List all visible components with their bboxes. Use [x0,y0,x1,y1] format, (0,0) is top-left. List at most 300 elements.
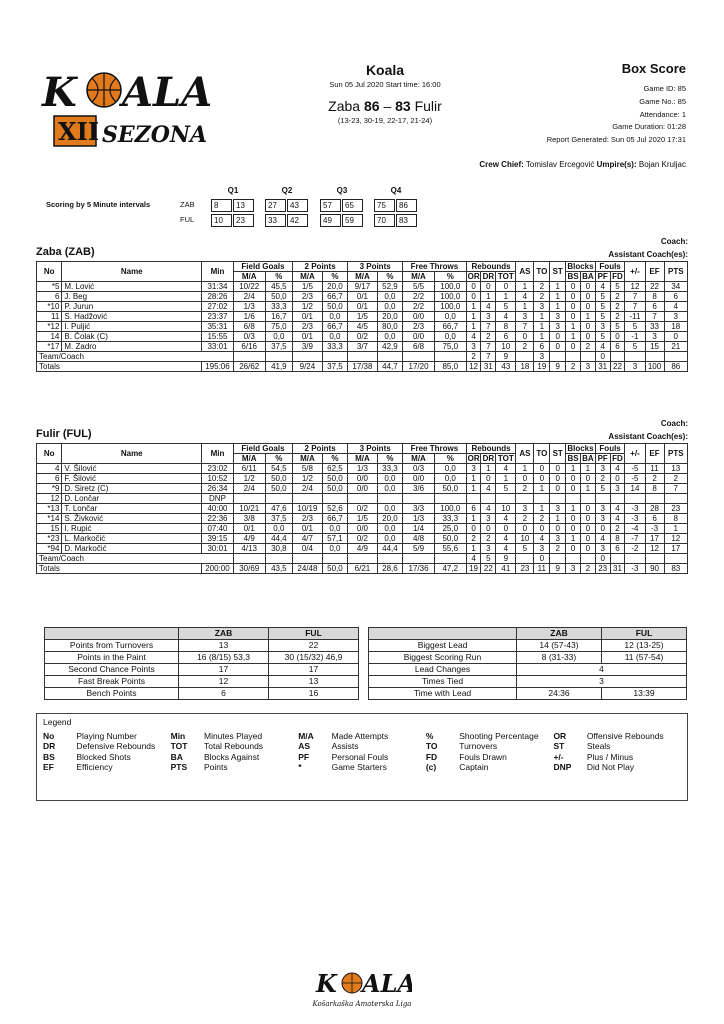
player-cell: 3 [466,463,481,473]
player-cell: 0 [550,331,566,341]
col-blocks: Blocks [567,261,594,271]
player-cell: 3 [534,543,550,553]
player-cell: 1 [516,463,534,473]
player-name: M. Zadro [62,341,202,351]
player-cell: 1/2 [293,473,323,483]
coach-label: Coach: [660,419,688,428]
player-cell: 1 [566,331,581,341]
col-pct: % [265,271,293,281]
player-name: V. Šilović [62,463,202,473]
legend-key: FD [425,751,438,762]
player-name: P. Jurun [62,301,202,311]
player-cell: 1 [466,513,481,523]
player-cell: 33,3 [265,301,293,311]
player-cell: 1 [534,321,550,331]
totals-cell: 28,6 [377,563,402,573]
player-cell: 21 [664,341,687,351]
interval-score: 49 [320,214,341,227]
quarter-header: Q1 [227,186,239,195]
player-cell: 23:02 [202,463,234,473]
player-cell [566,493,581,503]
col-rebounds: Rebounds [466,261,516,271]
totals-row [37,563,688,573]
legend-key: TO [425,741,438,752]
legend-key: No [43,730,55,741]
stats-value: 17 [269,664,359,676]
player-name: D. Lončar [62,493,202,503]
player-cell: 0 [550,463,566,473]
player-cell: 0/2 [348,503,378,513]
stats-header [369,628,517,640]
col-2-points: 2 Points [293,261,348,271]
player-row [37,311,688,321]
attendance: Attendance: 1 [639,109,686,119]
logo-letter-k: K [42,69,77,116]
team-or: 2 [466,351,481,361]
stats-row [369,664,687,676]
team-to: 3 [534,351,550,361]
col-no: No [37,443,62,463]
player-cell: 2/4 [233,291,265,301]
totals-cell: 86 [664,361,687,371]
totals-cell: 31 [481,361,496,371]
player-cell: 4 [37,463,62,473]
footer-word-ala: ALA [362,969,412,998]
player-cell: 2 [550,543,566,553]
player-cell: 4/13 [233,543,265,553]
player-cell: 2 [664,473,687,483]
player-cell: 4/9 [348,543,378,553]
player-cell: 1 [534,503,550,513]
stats-value: 13:39 [602,688,687,700]
player-cell [293,493,323,503]
koala-logo-graphic [40,64,220,164]
player-cell: 0 [566,483,581,493]
legend-desc: Shooting Percentage [459,730,539,741]
player-name: B. Čolak (C) [62,331,202,341]
player-cell [496,493,516,503]
player-cell: 12 [645,543,664,553]
player-row [37,533,688,543]
stats-row [45,688,359,700]
player-cell: 2 [610,311,625,321]
player-cell: 57,1 [322,533,347,543]
stats-label: Times Tied [369,676,517,688]
player-cell: 100,0 [434,301,466,311]
team-comparison [44,627,687,700]
player-cell: 0,0 [377,533,402,543]
player-cell: 2 [610,291,625,301]
team-stats-right [368,627,687,700]
player-cell: 0,0 [377,473,402,483]
legend-key: EF [43,762,54,773]
player-cell: 4 [610,513,625,523]
player-cell: 6 [610,543,625,553]
player-cell: 4/9 [233,533,265,543]
stats-header [45,628,179,640]
legend-desc: Personal Fouls [331,751,389,762]
player-cell: 33,3 [377,463,402,473]
interval-score: 43 [287,199,308,212]
player-cell: 2 [466,533,481,543]
player-cell: 0 [566,513,581,523]
player-cell: 5 [610,321,625,331]
totals-cell: 24/48 [293,563,323,573]
totals-cell: 26/62 [233,361,265,371]
game-duration: Game Duration: 01:28 [612,122,686,132]
totals-label: Totals [37,563,202,573]
player-name: J. Beg [62,291,202,301]
player-cell: 50,0 [434,533,466,543]
player-cell: 4/7 [293,533,323,543]
player-name: D. Markočić [62,543,202,553]
player-cell: 5/9 [403,543,435,553]
player-cell [534,493,550,503]
player-row [37,473,688,483]
player-cell: 4 [496,513,516,523]
player-cell: 5 [625,341,645,351]
player-cell: 5/5 [403,281,435,291]
legend-desc: Minutes Played [203,730,263,741]
stats-value: 3 [517,676,687,688]
interval-team-ful: FUL [180,215,195,224]
officials-line: Crew Chief: Tomislav Ercegović Umpire(s): Bojan Kruljac [479,160,686,169]
player-cell: 20,0 [322,281,347,291]
player-cell: 17 [645,533,664,543]
player-cell: 0 [566,543,581,553]
interval-score: 70 [374,214,395,227]
player-name: S. Hadžović [62,311,202,321]
col-bs: BS [567,271,579,281]
player-cell: 2/3 [403,321,435,331]
player-cell: 2 [610,523,625,533]
totals-cell: -3 [625,563,645,573]
col-fd: FD [610,453,625,463]
player-cell: 0 [580,503,595,513]
player-cell: 42,9 [377,341,402,351]
totals-cell: 6/21 [348,563,378,573]
player-cell: 0,0 [265,331,293,341]
totals-cell: 90 [645,563,664,573]
legend-row [43,731,681,742]
player-cell: 6 [37,473,62,483]
stats-value: 17 [179,664,269,676]
player-cell: 1 [580,463,595,473]
player-cell: 0,0 [322,331,347,341]
stats-value: 4 [517,664,687,676]
team-title: Zaba (ZAB) [36,246,95,259]
team-dr: 7 [481,351,496,361]
legend-key: (c) [425,762,437,773]
player-cell: 4 [481,483,496,493]
player-row [37,483,688,493]
interval-score: 27 [265,199,286,212]
player-cell: 2/3 [293,513,323,523]
legend-key: TOT [170,741,188,752]
player-cell: *23 [37,533,62,543]
player-cell: 7 [664,483,687,493]
interval-score: 75 [374,199,395,212]
player-cell: 0 [566,281,581,291]
player-cell: 22:36 [202,513,234,523]
player-cell: 0 [534,463,550,473]
footer-letter-k: K [316,969,337,998]
col-ma: M/A [403,453,435,463]
player-cell: 2 [580,341,595,351]
stats-row [369,652,687,664]
player-cell: 2 [534,291,550,301]
player-cell: -5 [625,463,645,473]
player-cell: 4 [595,533,610,543]
player-cell: 5 [610,281,625,291]
totals-cell: 44,7 [377,361,402,371]
stats-row [45,652,359,664]
totals-cell: 17/38 [348,361,378,371]
team-coach-row [37,553,688,563]
stats-value: 13 [179,640,269,652]
player-stats-table [36,443,688,574]
player-cell: 1/3 [233,301,265,311]
player-name: M. Lović [62,281,202,291]
player-cell: 1 [534,483,550,493]
player-cell: 3 [466,341,481,351]
period-scores: (13-23, 30-19, 22-17, 21-24) [337,115,433,125]
totals-cell: 18 [516,361,534,371]
quarter-header: Q4 [390,186,402,195]
team-dr: 5 [481,553,496,563]
player-cell: 4 [610,503,625,513]
player-cell: *5 [37,281,62,291]
player-cell: 0/3 [233,331,265,341]
player-cell: 31:34 [202,281,234,291]
totals-cell: 23 [595,563,610,573]
col-or: OR [467,271,480,281]
stats-label: Biggest Lead [369,640,517,652]
player-cell: 1 [466,543,481,553]
interval-score: 59 [342,214,363,227]
team-title: Fulir (FUL) [36,428,92,441]
player-cell: 6 [496,331,516,341]
player-cell: 0 [550,483,566,493]
player-cell: 11 [37,311,62,321]
player-cell: 2 [516,513,534,523]
player-name: D. Siretz (C) [62,483,202,493]
col-ma: M/A [233,453,265,463]
team-title-row [36,246,688,259]
player-cell [377,493,402,503]
game-id: Game ID: 85 [643,83,686,93]
col-st: ST [550,261,566,281]
player-cell: 0 [534,523,550,533]
player-cell: *13 [37,503,62,513]
legend-desc: Captain [459,762,489,773]
player-cell: 1/5 [293,281,323,291]
player-cell: 44,4 [377,543,402,553]
footer-tagline: Košarkaška Amaterska Liga [312,1000,412,1008]
player-cell: 2 [595,473,610,483]
player-cell: -11 [625,311,645,321]
player-cell: 0,0 [377,301,402,311]
player-row [37,463,688,473]
player-cell: 0/0 [403,311,435,321]
player-cell: 50,0 [265,473,293,483]
totals-cell: 22 [481,563,496,573]
home-score: 86 [363,97,380,114]
player-cell: 1/3 [403,513,435,523]
player-cell: 45,5 [265,281,293,291]
totals-cell: 47,2 [434,563,466,573]
player-cell: 8 [496,321,516,331]
player-cell: 1 [466,483,481,493]
player-cell: 4 [496,463,516,473]
player-cell: 0,0 [434,473,466,483]
team-pf: 0 [595,553,610,563]
logo-roman: XII [58,117,100,146]
player-cell: 2 [516,341,534,351]
player-cell: 34 [664,281,687,291]
player-cell: 0 [466,291,481,301]
totals-label: Totals [37,361,202,371]
player-cell: 1/3 [348,463,378,473]
player-cell: 6 [534,341,550,351]
totals-cell: 12 [466,361,481,371]
player-cell: 12 [37,493,62,503]
player-cell: 50,0 [265,291,293,301]
col-to: TO [534,261,550,281]
legend-key: % [425,730,434,741]
col-pct: % [434,453,466,463]
player-cell: 6/16 [233,341,265,351]
player-cell: 50,0 [265,483,293,493]
player-cell: 0 [516,473,534,483]
stats-header: FUL [602,628,687,640]
player-row [37,543,688,553]
game-info [426,62,686,147]
player-cell: 0 [580,473,595,483]
col-pct: % [434,271,466,281]
player-cell: *94 [37,543,62,553]
player-cell: 3 [516,311,534,321]
player-cell: 2/4 [293,483,323,493]
totals-cell: 41 [496,563,516,573]
team-boxscore [36,237,688,372]
player-cell: 0/1 [293,331,323,341]
col-dr: DR [482,271,495,281]
player-cell: 0,0 [322,311,347,321]
legend-key: DR [43,741,56,752]
col-pct: % [322,271,347,281]
totals-cell: 3 [580,361,595,371]
col-3-points: 3 Points [348,261,403,271]
player-cell: 0 [580,533,595,543]
team-tot: 9 [496,351,516,361]
player-cell: 0 [481,523,496,533]
team-to: 0 [534,553,550,563]
col-field-goals: Field Goals [233,261,292,271]
player-cell: 4 [496,311,516,321]
doc-title: Box Score [621,61,686,76]
team-stats-left [44,627,359,700]
player-cell: 0 [466,523,481,533]
player-cell: 5 [595,291,610,301]
footer-logo [312,966,412,1014]
stats-value: 12 (13-25) [602,640,687,652]
player-cell: 1 [566,463,581,473]
player-cell: 0,0 [377,523,402,533]
scoring-intervals-label: Scoring by 5 Minute intervals [46,200,151,209]
quarter-header: Q2 [281,186,293,195]
legend-key: OR [553,730,567,741]
player-cell: 3/8 [233,513,265,523]
player-cell: -3 [625,513,645,523]
totals-cell: 2 [566,361,581,371]
player-cell: 15 [37,523,62,533]
score-line: Zaba 86 – 83 Fulir [328,97,442,114]
col-dr: DR [482,453,495,463]
player-cell [645,493,664,503]
player-cell: 2 [481,533,496,543]
header-row [37,443,688,453]
player-name: T. Lončar [62,503,202,513]
player-cell: 3 [595,513,610,523]
player-cell: 1 [550,513,566,523]
player-cell: 1 [664,523,687,533]
stats-value: 6 [179,688,269,700]
col-pct: % [377,271,402,281]
legend-key: PTS [170,762,188,773]
player-cell: 0 [550,473,566,483]
player-cell: 0,0 [322,543,347,553]
player-cell: 0/3 [403,463,435,473]
player-cell: 3 [645,331,664,341]
totals-cell: 22 [610,361,625,371]
player-cell: *14 [37,513,62,523]
player-cell: *17 [37,341,62,351]
player-cell: 1 [481,291,496,301]
player-cell: 3 [595,503,610,513]
interval-score: 42 [287,214,308,227]
player-cell: 3 [550,503,566,513]
team-boxscore [36,419,688,574]
player-cell: 3 [481,543,496,553]
player-cell: -4 [625,523,645,533]
player-cell: 3/3 [403,503,435,513]
player-cell: 0 [516,523,534,533]
player-row [37,281,688,291]
player-cell: 2/2 [403,301,435,311]
player-cell: 4 [516,291,534,301]
player-cell: 3 [610,483,625,493]
totals-cell: 50,0 [322,563,347,573]
interval-score: 13 [233,199,254,212]
player-cell: 3 [595,321,610,331]
legend-desc: Points [203,762,228,773]
player-cell: 0/1 [233,523,265,533]
player-cell: 50,0 [434,483,466,493]
interval-score: 86 [396,199,417,212]
player-cell: 66,7 [322,513,347,523]
player-cell [481,493,496,503]
legend-desc: Defensive Rebounds [76,741,156,752]
player-cell: 1/2 [233,473,265,483]
player-cell: 37,5 [265,513,293,523]
stats-label: Points from Turnovers [45,640,179,652]
player-cell: 1 [496,291,516,301]
player-cell: 4/8 [403,533,435,543]
stats-label: Fast Break Points [45,676,179,688]
interval-score: 33 [265,214,286,227]
col-pct: % [377,453,402,463]
